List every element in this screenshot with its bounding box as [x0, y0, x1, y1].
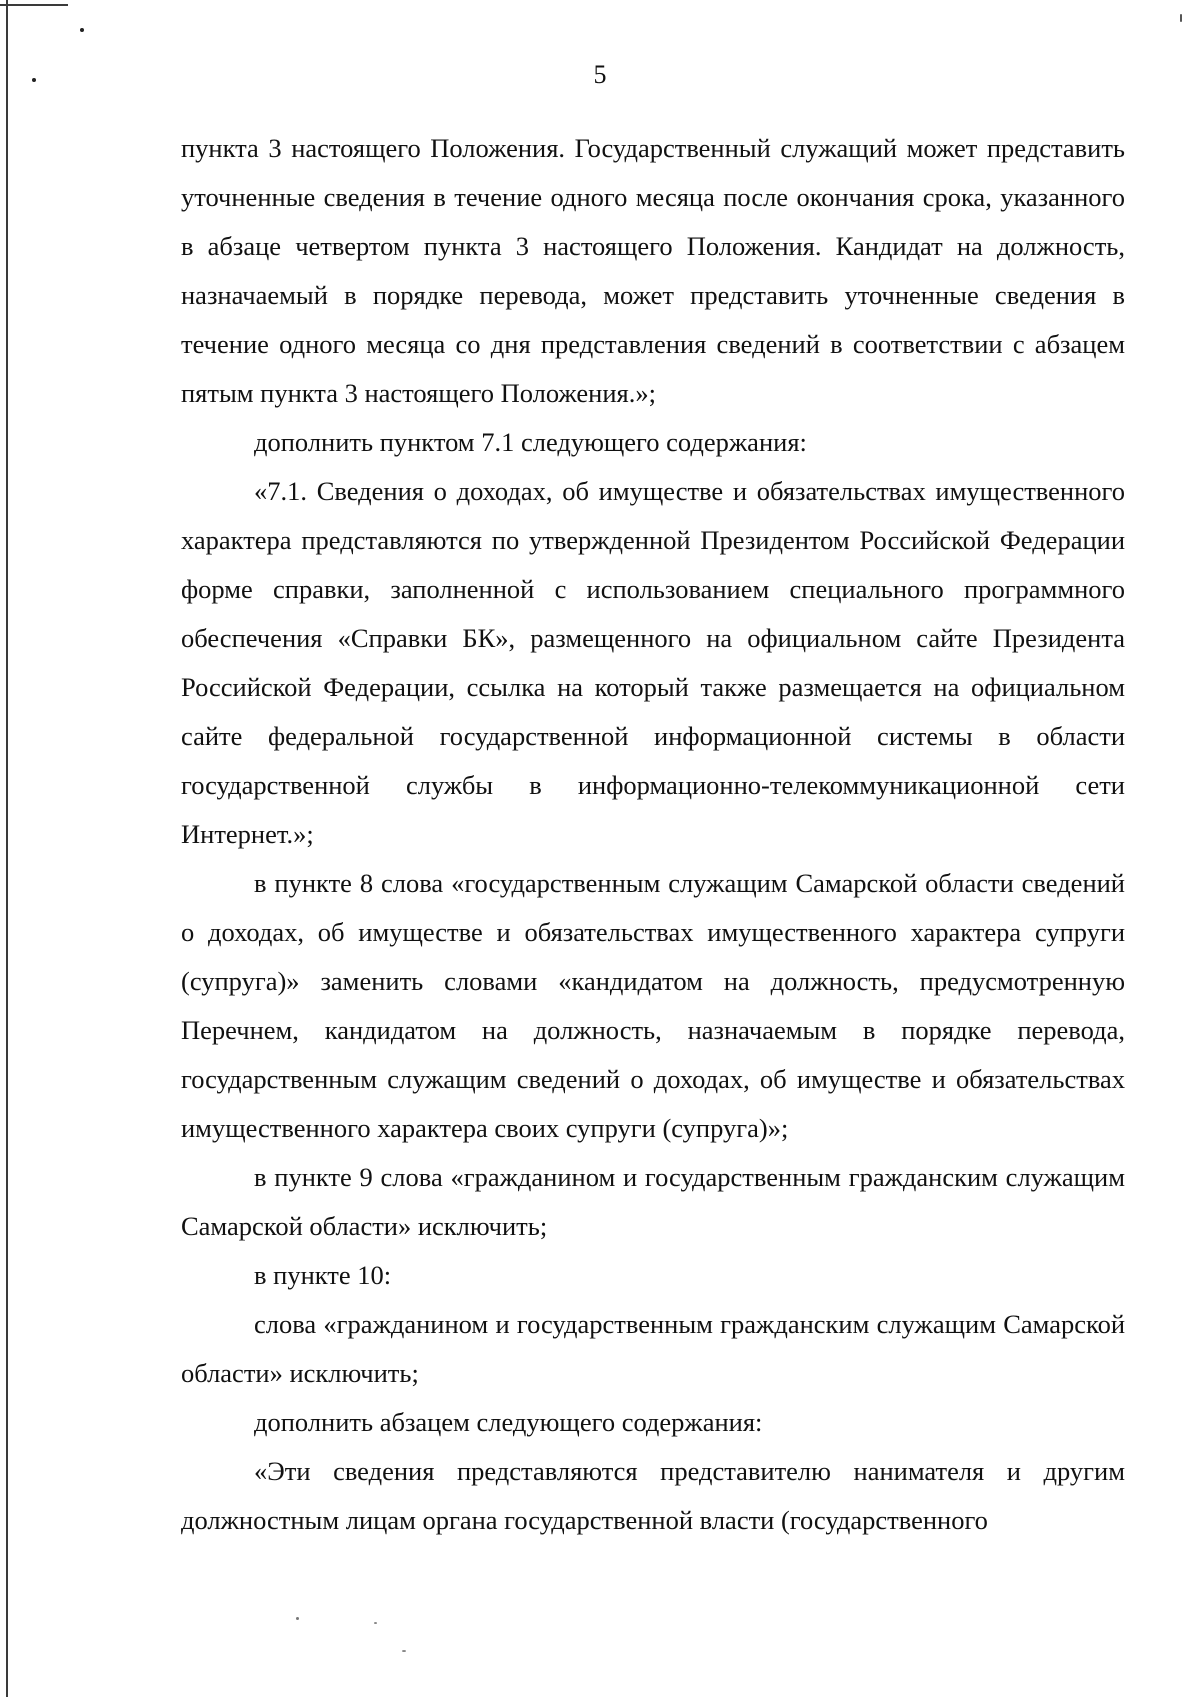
scan-speck: [402, 1650, 406, 1652]
scan-speck: [374, 1622, 377, 1624]
paragraph: «Эти сведения представляются представителю нанимателя и другим должностным лицам органа государственной власти (государственного: [181, 1456, 1125, 1535]
paragraph: в пункте 9 слова «гражданином и государственным гражданским служащим Самарской области» исключить;: [181, 1162, 1125, 1241]
paragraph: дополнить пунктом 7.1 следующего содержания:: [254, 427, 807, 457]
page-number: 5: [593, 60, 607, 89]
scan-border-left: [6, 0, 8, 1697]
scan-border-top: [0, 4, 68, 6]
paragraph: дополнить абзацем следующего содержания:: [254, 1407, 763, 1437]
scan-speck: [1180, 14, 1182, 22]
paragraph: «7.1. Сведения о доходах, об имуществе и обязательствах имущественного характера представляются по утвержденной Президентом Российской Федерации форме справки, заполненной с использованием специального программного обеспечения «Справки БК», размещенного на официальном сайте Президента Российской Федерации, ссылка на который также размещается на официальном сайте федеральной государственной информационной системы в области государственной службы в информационно-телекоммуникационной сети Интернет.»;: [181, 476, 1125, 849]
paragraph: пункта 3 настоящего Положения. Государственный служащий может представить уточненные сведения в течение одного месяца после окончания срока, указанного в абзаце четвертом пункта 3 настоящего Положения. Кандидат на должность, назначаемый в порядке перевода, может представить уточненные сведения в течение одного месяца со дня представления сведений в соответствии с абзацем пятым пункта 3 настоящего Положения.»;: [181, 133, 1125, 408]
paragraph: в пункте 8 слова «государственным служащим Самарской области сведений о доходах, об имуществе и обязательствах имущественного характера супруги (супруга)» заменить словами «кандидатом на должность, предусмотренную Перечнем, кандидатом на должность, назначаемым в порядке перевода, государственным служащим сведений о доходах, об имуществе и обязательствах имущественного характера своих супруги (супруга)»;: [181, 868, 1125, 1143]
scan-speck: [80, 28, 84, 32]
document-body: [181, 124, 1125, 1545]
paragraph: в пункте 10:: [254, 1260, 392, 1290]
paragraph: слова «гражданином и государственным гражданским служащим Самарской области» исключить;: [181, 1309, 1125, 1388]
scan-speck: [296, 1617, 299, 1620]
